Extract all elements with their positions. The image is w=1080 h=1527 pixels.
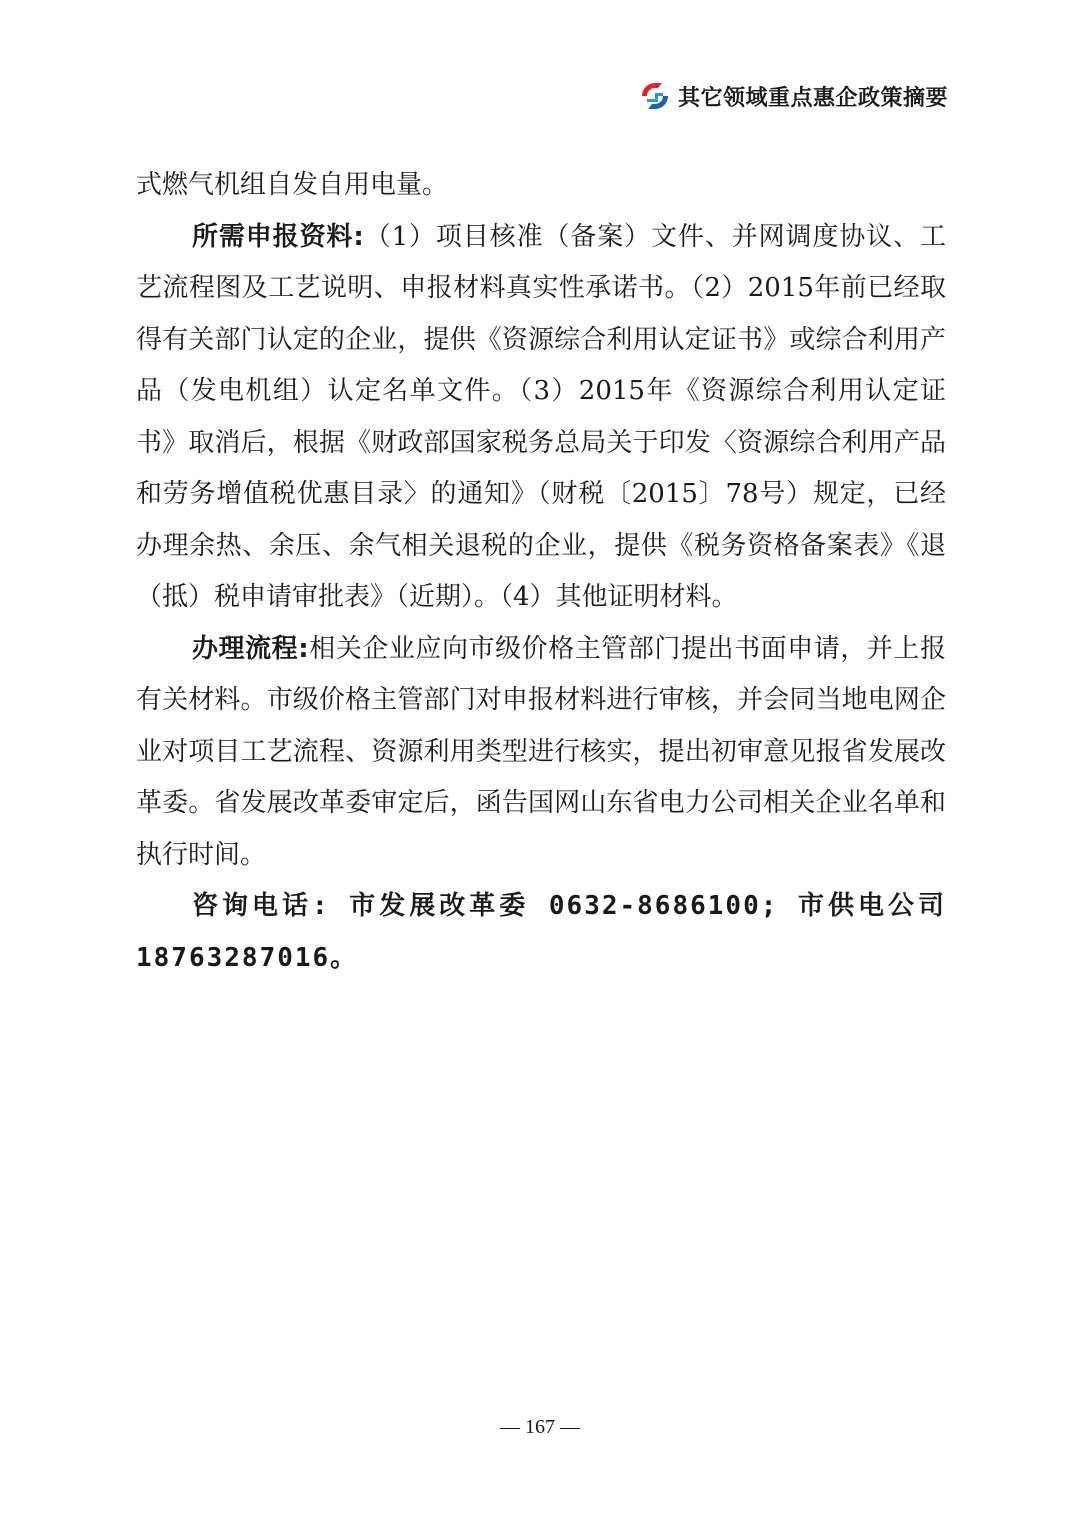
process-label: 办理流程 <box>192 633 299 664</box>
materials-text: （1）项目核准（备案）文件、并网调度协议、工艺流程图及工艺说明、申报材料真实性承诺书。（2）2015年前已经取得有关部门认定的企业，提供《资源综合利用认定证书》或综合利用产品（发电机组）认定名单文件。（3）2015年《资源综合利用认定证书》取消后，根据《财政部国家税务总局关于印发〈资源综合利用产品和劳务增值税优惠目录〉的通知》（财税〔2015〕78号）规定，已经办理余热、余压、余气相关退税的企业，提供《税务资格备案表》《退（抵）税申请审批表》（近期）。（4）其他证明材料。 <box>136 221 946 612</box>
page-number: — 167 — <box>500 1416 580 1438</box>
materials-label: 所需申报资料 <box>192 221 354 252</box>
header-title: 其它领域重点惠企政策摘要 <box>677 85 948 111</box>
process-colon: : <box>298 633 309 664</box>
consult-paragraph: 咨询电话: 市发展改革委 0632-8686100; 市供电公司 18763287016。 <box>136 891 946 973</box>
continuation-paragraph: 式燃气机组自发自用电量。 <box>136 170 449 200</box>
process-paragraph <box>136 624 946 882</box>
page-header <box>638 76 948 116</box>
document-body <box>136 160 946 984</box>
circular-arrows-logo-icon <box>638 79 672 113</box>
materials-colon: : <box>353 221 364 252</box>
materials-paragraph <box>136 212 946 624</box>
process-text: 相关企业应向市级价格主管部门提出书面申请，并上报有关材料。市级价格主管部门对申报材料进行审核，并会同当地电网企业对项目工艺流程、资源利用类型进行核实，提出初审意见报省发展改革委。省发展改革委审定后，函告国网山东省电力公司相关企业名单和执行时间。 <box>136 633 946 870</box>
